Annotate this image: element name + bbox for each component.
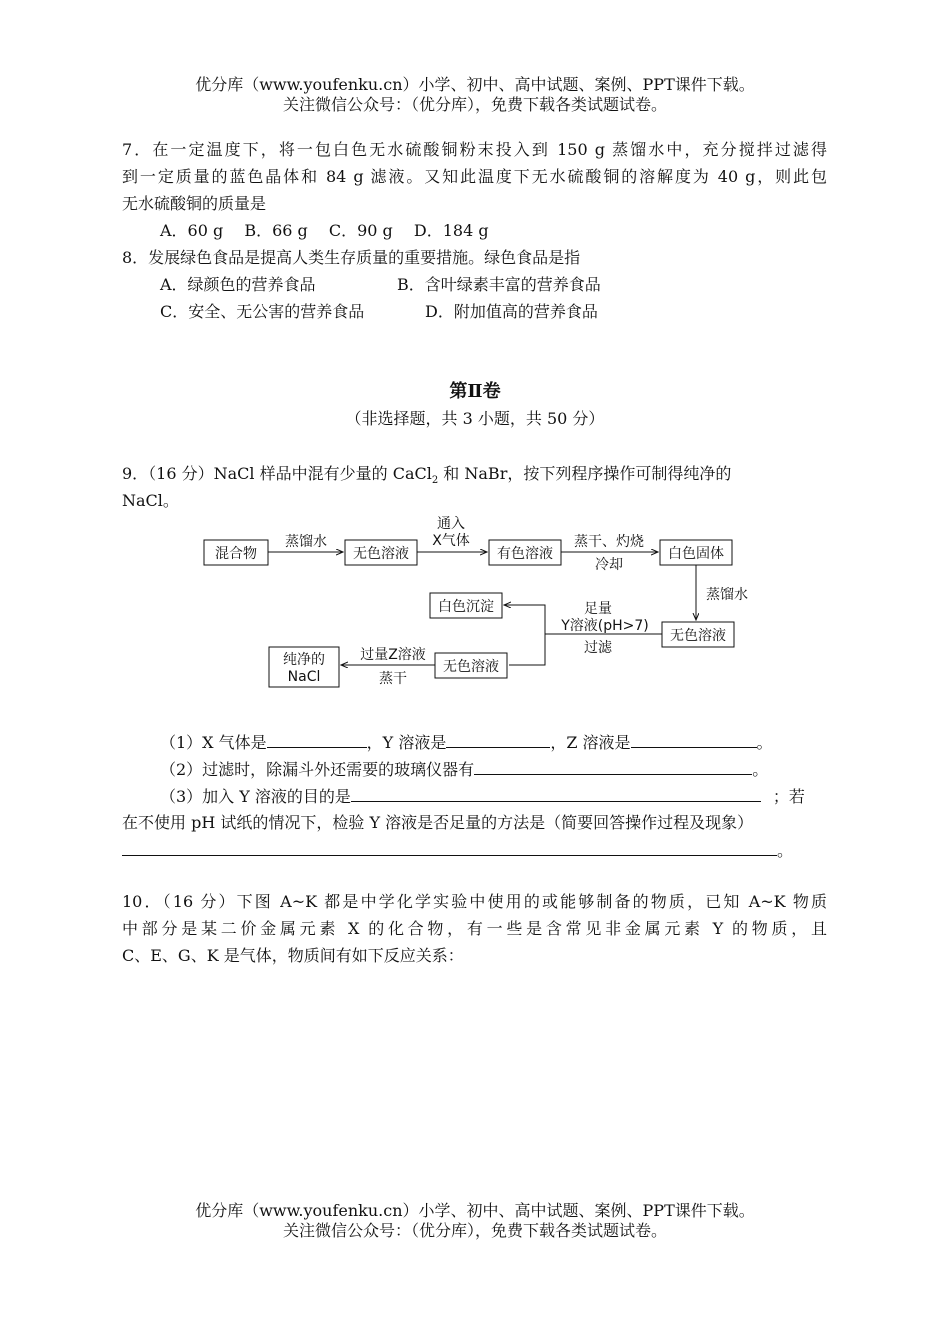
q8-option-c: C．安全、无公害的营养食品 — [160, 302, 365, 321]
q9-line-1a: 9．（16 分）NaCl 样品中混有少量的 CaCl — [122, 464, 432, 483]
arrow-filter-filtrate — [509, 634, 545, 665]
answer-y-solution-blank[interactable] — [446, 731, 550, 748]
q9-line-2: NaCl。 — [122, 491, 179, 510]
q9-sub-3-line-2: 在不使用 pH 试纸的情况下，检验 Y 溶液是否足量的方法是（简要回答操作过程及现象） — [122, 813, 754, 832]
q9-sub-1c: ，Z 溶液是 — [550, 733, 631, 752]
section-subtitle: （非选择题，共 3 小题，共 50 分） — [345, 409, 605, 428]
q9-sub-1b: ，Y 溶液是 — [366, 733, 447, 752]
box-pure-label-1: 纯净的 — [283, 652, 325, 668]
q9-line-1b: 和 NaBr，按下列程序操作可制得纯净的 — [438, 464, 732, 483]
q9-flow-diagram — [195, 510, 765, 695]
label-water-1: 蒸馏水 — [285, 534, 327, 550]
answer-glassware-blank[interactable] — [474, 758, 752, 775]
label-enough: 足量 — [584, 601, 612, 617]
q9-sub-3 — [160, 785, 805, 808]
q10-line-3: C、E、G、K 是气体，物质间有如下反应关系： — [122, 946, 464, 965]
label-excess-z: 过量Z溶液 — [360, 647, 426, 663]
q9-sub-1d: 。 — [756, 733, 773, 752]
section-title: 第Ⅱ卷 — [449, 381, 501, 402]
q9-sub-2a: （2）过滤时，除漏斗外还需要的玻璃仪器有 — [160, 760, 475, 779]
q9-sub-3-end: 。 — [777, 841, 794, 860]
label-cool: 冷却 — [595, 557, 623, 573]
box-colorless-3-label: 无色溶液 — [443, 659, 499, 675]
q7-line-3: 无水硫酸铜的质量是 — [122, 194, 267, 213]
label-water-2: 蒸馏水 — [706, 587, 748, 603]
header-line-2: 关注微信公众号：（优分库），免费下载各类试题试卷。 — [282, 95, 667, 114]
footer-line-2: 关注微信公众号：（优分库），免费下载各类试题试卷。 — [282, 1221, 667, 1240]
q7-line-1: 7．在一定温度下，将一包白色无水硫酸铜粉末投入到 150 g 蒸馏水中，充分搅拌过滤得 — [122, 140, 827, 159]
q9-sub-3b: ；若 — [772, 787, 805, 806]
q9-sub-1 — [160, 731, 773, 754]
q8-option-a: A．绿颜色的营养食品 — [160, 275, 316, 294]
label-pass: 通入 — [437, 516, 465, 532]
label-filter: 过滤 — [584, 640, 612, 656]
box-mixture-label: 混合物 — [215, 546, 257, 562]
box-colorless-2-label: 无色溶液 — [670, 628, 726, 644]
answer-purpose-blank[interactable] — [351, 785, 761, 802]
q10-line-2: 中部分是某二价金属元素 X 的化合物，有一些是含常见非金属元素 Y 的物质，且 — [122, 919, 827, 938]
box-colored-label: 有色溶液 — [497, 546, 553, 562]
q9-sub-1a: （1）X 气体是 — [160, 733, 267, 752]
q8-stem: 8．发展绿色食品是提高人类生存质量的重要措施。绿色食品是指 — [122, 248, 581, 267]
q10-line-1: 10．（16 分）下图 A~K 都是中学化学实验中使用的或能够制备的物质，已知 A~K 物质 — [122, 892, 827, 911]
label-y-solution: Y溶液(pH>7) — [561, 618, 649, 634]
answer-z-solution-blank[interactable] — [631, 731, 757, 748]
q9-sub-2-line — [160, 758, 768, 781]
answer-method-blank[interactable] — [122, 839, 777, 856]
q9-sub-3a: （3）加入 Y 溶液的目的是 — [160, 787, 351, 806]
q9-sub-3-line-3 — [122, 839, 793, 862]
label-dry-burn: 蒸干、灼烧 — [574, 534, 644, 550]
box-white-solid-label: 白色固体 — [668, 546, 724, 562]
answer-x-gas-blank[interactable] — [267, 731, 367, 748]
box-colorless-1-label: 无色溶液 — [353, 546, 409, 562]
label-x-gas: X气体 — [432, 533, 470, 549]
box-precipitate-label: 白色沉淀 — [438, 599, 494, 615]
q9-sub-2b: 。 — [752, 760, 769, 779]
box-pure-label-2: NaCl — [287, 669, 321, 685]
q7-line-2: 到一定质量的蓝色晶体和 84 g 滤液。又知此温度下无水硫酸铜的溶解度为 40 g，则此包 — [122, 167, 827, 186]
q9-sub-2: 2 — [431, 475, 439, 487]
label-evap: 蒸干 — [379, 671, 407, 687]
footer-line-1: 优分库（www.youfenku.cn）小学、初中、高中试题、案例、PPT课件下载。 — [195, 1201, 755, 1220]
header-line-1: 优分库（www.youfenku.cn）小学、初中、高中试题、案例、PPT课件下载。 — [195, 75, 755, 94]
q9-line-1 — [122, 463, 827, 492]
q7-options: A．60 g B．66 g C．90 g D．184 g — [160, 221, 489, 240]
q8-option-d: D．附加值高的营养食品 — [425, 302, 598, 321]
q8-option-b: B．含叶绿素丰富的营养食品 — [397, 275, 601, 294]
